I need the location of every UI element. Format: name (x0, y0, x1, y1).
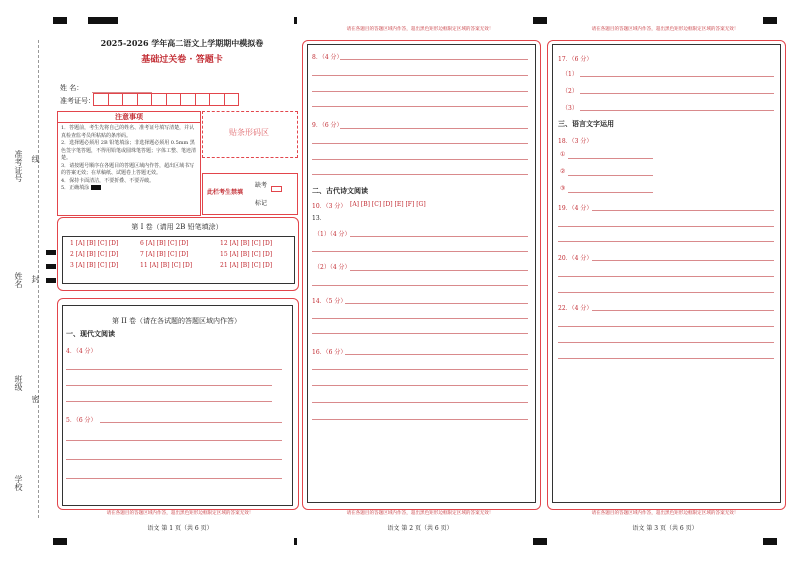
position-mark (53, 17, 67, 24)
barcode-label: 贴条形码区 (229, 128, 269, 137)
answer-line[interactable] (592, 210, 774, 211)
question-label: 8．（4 分） (312, 54, 343, 61)
answer-line[interactable] (312, 318, 528, 319)
answer-line[interactable] (340, 128, 528, 129)
question-label: 9．（6 分） (312, 122, 343, 129)
question-label: 18．（3 分） (558, 138, 593, 145)
answer-line[interactable] (345, 303, 528, 304)
position-mark (88, 17, 118, 24)
answer-line[interactable] (66, 459, 282, 460)
answer-line[interactable] (568, 175, 653, 176)
answer-line[interactable] (558, 276, 774, 277)
choice-item[interactable]: 7 [A] [B] [C] [D] (140, 251, 189, 258)
card-subtitle: 基础过关卷 · 答题卡 (141, 55, 223, 65)
warning-text: 请在各题目的答题区域内作答，超出黑色矩形边框限定区域的答案无效！ (346, 511, 494, 516)
answer-line[interactable] (340, 59, 528, 60)
answer-line[interactable] (312, 91, 528, 92)
answer-line[interactable] (580, 110, 774, 111)
notice-item: 5．正确填涂 (61, 185, 197, 193)
answer-line[interactable] (66, 385, 272, 386)
question-label: 22．（4 分） (558, 305, 593, 312)
warning-text: 请在各题目的答题区域内作答，超出黑色矩形边框限定区域的答案无效！ (591, 511, 739, 516)
notice-box (57, 111, 201, 216)
answer-line[interactable] (350, 236, 528, 237)
answer-line[interactable] (312, 419, 528, 420)
answer-line[interactable] (568, 192, 653, 193)
side-label-class: 班级 (14, 375, 23, 391)
part2-title: 第 II 卷（请在各试题的答题区域内作答） (112, 317, 241, 325)
answer-line[interactable] (558, 326, 774, 327)
page-footer: 语文 第 3 页（共 6 页） (632, 525, 698, 532)
answer-line[interactable] (66, 440, 282, 441)
answer-line[interactable] (66, 401, 272, 402)
position-mark (763, 17, 777, 24)
position-mark (533, 538, 547, 545)
choice-item[interactable]: 2 [A] [B] [C] [D] (70, 251, 119, 258)
question-label: 4．（4 分） (66, 348, 97, 355)
position-mark (533, 17, 547, 24)
filled-sample-icon (91, 185, 101, 190)
question-label: 14．（5 分） (312, 298, 347, 305)
choice-item[interactable]: 6 [A] [B] [C] [D] (140, 240, 189, 247)
sub-question-label: ③ (560, 185, 566, 192)
part1-title: 第 I 卷（请用 2B 铅笔填涂） (131, 223, 223, 231)
question-label: 16．（6 分） (312, 349, 347, 356)
answer-line[interactable] (592, 310, 774, 311)
answer-line[interactable] (312, 159, 528, 160)
notice-item: 4．保持卡面清洁，不要折叠、不要弄破。 (61, 177, 155, 184)
name-label: 姓 名： (60, 84, 84, 92)
answer-line[interactable] (312, 106, 528, 107)
question-label: 10．（3 分） (312, 203, 347, 210)
answer-line[interactable] (580, 93, 774, 94)
choice-item[interactable]: 3 [A] [B] [C] [D] (70, 262, 119, 269)
choice-options[interactable]: [A] [B] [C] [D] [E] [F] [G] (350, 201, 426, 208)
side-label-exam-no: 准考证号 (14, 150, 23, 182)
page-footer: 语文 第 1 页（共 6 页） (147, 525, 213, 532)
choice-item[interactable]: 21 [A] [B] [C] [D] (220, 262, 273, 269)
position-mark (46, 264, 56, 269)
notice-item: 2．选择题必须用 2B 铅笔填涂；非选择题必须用 0.5mm 黑色签字笔答题，不得用铅笔或圆珠笔答题；字体工整、笔迹清楚。 (61, 140, 197, 161)
answer-line[interactable] (558, 342, 774, 343)
answer-line[interactable] (312, 174, 528, 175)
choice-item[interactable]: 1 [A] [B] [C] [D] (70, 240, 119, 247)
col3-answer-box (552, 44, 781, 503)
position-mark (46, 250, 56, 255)
answer-line[interactable] (312, 75, 528, 76)
answer-line[interactable] (558, 226, 774, 227)
warning-text: 请在各题目的答题区域内作答，超出黑色矩形边框限定区域的答案无效！ (106, 511, 254, 516)
side-seal-char: 线 (31, 155, 40, 163)
absent-mark-checkbox[interactable] (271, 186, 282, 192)
notice-item: 3．请按题号顺序在各题目的答题区域内作答，超出区域书写的答案无效；在草稿纸、试题卷上答题无效。 (61, 162, 195, 176)
sub-question-label: （2） (562, 88, 578, 95)
question-label: 13． (312, 215, 326, 222)
sub-question-label: ① (560, 151, 566, 158)
choice-item[interactable]: 15 [A] [B] [C] [D] (220, 251, 273, 258)
col2-answer-box (307, 44, 536, 503)
choice-row[interactable] (70, 240, 290, 247)
section-heading: 二、古代诗文阅读 (312, 186, 368, 195)
position-mark (763, 538, 777, 545)
absent-mark-label-2: 标记 (255, 200, 268, 207)
side-seal-char: 密 (31, 395, 40, 403)
page-footer: 语文 第 2 页（共 6 页） (387, 525, 453, 532)
exam-no-boxes[interactable] (93, 93, 239, 106)
notice-title: 注意事项 (58, 112, 200, 123)
question-label: 19．（4 分） (558, 205, 593, 212)
answer-line[interactable] (580, 76, 774, 77)
side-label-school: 学校 (14, 475, 23, 491)
answer-line[interactable] (100, 422, 282, 423)
choice-row[interactable] (70, 251, 290, 258)
section-heading: 一、现代文阅读 (66, 329, 115, 338)
answer-line[interactable] (312, 285, 528, 286)
answer-line[interactable] (312, 385, 528, 386)
question-label: 5．（6 分） (66, 417, 97, 424)
side-seal-char: 封 (31, 275, 40, 283)
warning-text: 请在各题目的答题区域内作答，超出黑色矩形边框限定区域的答案无效！ (591, 27, 739, 32)
answer-line[interactable] (568, 158, 653, 159)
section-heading: 三、语言文字运用 (558, 119, 614, 128)
answer-line[interactable] (312, 402, 528, 403)
sub-question-label: ② (560, 168, 566, 175)
answer-line[interactable] (312, 143, 528, 144)
question-label: 17．（6 分） (558, 56, 593, 63)
question-label: （1）（4 分） (314, 231, 351, 238)
answer-line[interactable] (558, 241, 774, 242)
warning-text: 请在各题目的答题区域内作答，超出黑色矩形边框限定区域的答案无效！ (346, 27, 494, 32)
position-mark (53, 538, 67, 545)
notice-item: 1．答题前，考生先将自己的姓名、准考证号填写清楚，并认真检查监考员所粘贴的条形码。 (61, 125, 195, 139)
side-label-name: 姓名 (14, 272, 23, 288)
absent-label: 此栏考生禁填 (207, 189, 244, 196)
exam-title: 2025-2026 学年高二语文上学期期中模拟卷 (100, 38, 264, 48)
answer-line[interactable] (312, 251, 528, 252)
answer-line[interactable] (66, 478, 282, 479)
answer-line[interactable] (592, 260, 774, 261)
position-mark (294, 17, 297, 24)
sub-question-label: （3） (562, 105, 578, 112)
answer-line[interactable] (558, 292, 774, 293)
question-label: 20．（4 分） (558, 255, 593, 262)
question-label: （2）（4 分） (314, 264, 351, 271)
answer-line[interactable] (350, 270, 528, 271)
exam-no-label: 准考证号： (60, 97, 95, 105)
sub-question-label: （1） (562, 71, 578, 78)
answer-line[interactable] (558, 358, 774, 359)
absent-mark-label: 缺考 (255, 182, 268, 189)
position-mark (294, 538, 297, 545)
answer-line[interactable] (312, 369, 528, 370)
choice-row[interactable] (70, 262, 290, 269)
choice-item[interactable]: 11 [A] [B] [C] [D] (140, 262, 193, 269)
answer-line[interactable] (66, 369, 282, 370)
position-mark (46, 278, 56, 283)
answer-line[interactable] (345, 354, 528, 355)
notice-list (58, 123, 200, 195)
answer-line[interactable] (312, 333, 528, 334)
choice-item[interactable]: 12 [A] [B] [C] [D] (220, 240, 273, 247)
